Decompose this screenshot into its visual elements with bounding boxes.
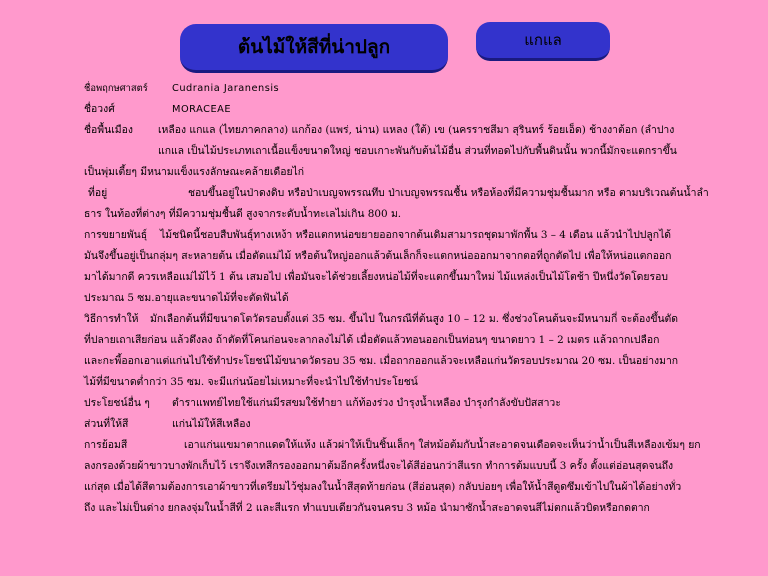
local-name-value: เหลือง แกแล (ไทยภาคกลาง) แกก้อง (แพร่, น่าน) แหลง (ใต้) เข (นครราชสีมา สุรินทร์ ร้อยเอ็ด) ช้างงาต้อก (ลำปาง <box>158 124 675 136</box>
habitat-label: ที่อยู่ <box>88 187 108 199</box>
method-line-2: ที่ปลายเถาเสียก่อน แล้วดึงลง ถ้าตัดที่โคนก่อนจะลากลงไม่ได้ เมื่อตัดแล้วทอนออกเป็นท่อนๆ ขนาดยาว 1 – 2 เมตร แล้วถากเปลือก <box>84 334 660 346</box>
local-name-row <box>84 120 714 141</box>
method-line-4: ไม้ที่มีขนาดต่ำกว่า 35 ซม. จะมีแก่นน้อยไม่เหมาะที่จะนำไปใช้ทำประโยชน์ <box>84 376 418 388</box>
method-line-1: มักเลือกต้นที่มีขนาดโตวัดรอบตั้งแต่ 35 ซม. ขึ้นไป ในกรณีที่ต้นสูง 10 – 12 ม. ซึ่งช่วงโคนต้นจะมีหนามกี่ จะต้องขึ้นตัด <box>150 313 679 325</box>
document-body <box>84 78 714 519</box>
propagation-line-1: ไม้ชนิดนี้ชอบสืบพันธุ์ทางเหง้า หรือแตกหน่อขยายออกจากต้นเดิมสามารถชุดมาพักพื้น 3 – 4 เดือน แล้วนำไปปลูกได้ <box>160 229 672 241</box>
dye-part-value: แก่นไม้ให้สีเหลือง <box>172 418 251 430</box>
method-row <box>84 309 714 330</box>
local-name-label: ชื่อพื้นเมือง <box>84 124 133 136</box>
family-label: ชื่อวงศ์ <box>84 103 115 115</box>
propagation-label: การขยายพันธุ์ <box>84 229 148 241</box>
propagation-line-4: ประมาณ 5 ซม.อายุและขนาดไม้ที่จะตัดฟันได้ <box>84 292 289 304</box>
dyeing-label: การย้อมสี <box>84 439 128 451</box>
scientific-name-label: ชื่อพฤกษศาสตร์ <box>84 83 148 94</box>
dyeing-row <box>84 435 714 456</box>
scientific-name-row <box>84 78 714 99</box>
plant-name-badge: แกแล <box>476 22 610 61</box>
family-row <box>84 99 714 120</box>
habitat-row <box>84 183 714 204</box>
habitat-line-2: ธาร ในท้องที่ต่างๆ ที่มีความชุ่มชื้นดี สูงจากระดับน้ำทะเลไม่เกิน 800 ม. <box>84 208 402 220</box>
dyeing-line-2: ลงกรองด้วยผ้าขาวบางพักเก็บไว้ เราจึงเทสีกรองออกมาต้มอีกครั้งหนึ่งจะได้สีอ่อนกว่าสีแรก ทำการต้มแบบนี้ 3 ครั้ง ตั้งแต่อ่อนสุดจนถึง <box>84 460 674 472</box>
propagation-line-3: มาได้มากดี ควรเหลือแม่ไม้ไว้ 1 ต้น เสมอไป เพื่อมันจะได้ช่วยเลี้ยงหน่อไม้ที่จะแตกขึ้นมาใหม่ ไม้แหล่งเป็นไม้โตช้า ปีหนึ่งวัดโดยรอบ <box>84 271 668 283</box>
description-line-2: เป็นพุ่มเตี้ยๆ มีหนามแข็งแรงลักษณะคล้ายเดือยไก่ <box>84 166 305 178</box>
dyeing-line-4: ถึง และไม่เป็นด่าง ยกลงจุ่มในน้ำสีที่ 2 และสีแรก ทำแบบเดียวกันจนครบ 3 หม้อ นำมาซักน้ำสะอาดจนสีไม่ตกแล้วบิดหรือกดตาก <box>84 502 650 514</box>
scientific-name-value: Cudrania Jaranensis <box>172 83 280 94</box>
page-title: ต้นไม้ให้สีที่น่าปลูก <box>180 24 448 73</box>
method-line-3: และกะพี้ออกเอาแต่แก่นไปใช้ทำประโยชน์ไม้ขนาดวัดรอบ 35 ซม. เมื่อถากออกแล้วจะเหลือแก่นวัดรอบประมาณ 20 ซม. เป็นอย่างมาก <box>84 355 679 367</box>
dyeing-line-1: เอาแก่นแขมาตากแดดให้แห้ง แล้วผ่าให้เป็นชิ้นเล็กๆ ใส่หม้อต้มกับน้ำสะอาดจนเดือดจะเห็นว่าน้ำเป็นสีเหลืองเข้มๆ ยก <box>184 439 701 451</box>
uses-row <box>84 393 714 414</box>
description-line-1: แกแล เป็นไม้ประเภทเถาเนื้อแข็งขนาดใหญ่ ชอบเกาะพันกับต้นไม้อื่น ส่วนที่ทอดไปกับพื้นดินนั้น พวกนี้มักจะแตกราขึ้น <box>158 145 677 157</box>
dye-part-label: ส่วนที่ให้สี <box>84 418 129 430</box>
propagation-line-2: มันจึงขึ้นอยู่เป็นกลุ่มๆ สะหลายต้น เมื่อตัดแม่ไม้ หรือต้นใหญ่ออกแล้วต้นเล็กก็จะแตกหน่อออกมาจากตอที่ถูกตัดไป เพื่อให้หน่อแตกออก <box>84 250 672 262</box>
habitat-line-1: ชอบขึ้นอยู่ในป่าดงดิบ หรือป่าเบญจพรรณทึบ ป่าเบญจพรรณชื้น หรือห้องที่มีความชุ่มชื้นมาก หรือ ตามบริเวณต้นน้ำลำ <box>188 187 709 199</box>
uses-label: ประโยชน์อื่น ๆ <box>84 397 150 409</box>
uses-value: ตำราแพทย์ไทยใช้แก่นมีรสขมใช้ทำยา แก้ท้องร่วง บำรุงน้ำเหลือง บำรุงกำลังขับปัสสาวะ <box>172 397 561 409</box>
dyeing-line-3: แก่สุด เมื่อได้สีตามต้องการเอาผ้าขาวที่เตรียมไว้ชุ่มลงในน้ำสีสุดท้ายก่อน (สีอ่อนสุด) กลับบ่อยๆ เพื่อให้น้ำสีดูดซึมเข้าไปในผ้าได้อย่างทั่ว <box>84 481 682 493</box>
family-value: MORACEAE <box>172 104 232 115</box>
propagation-row <box>84 225 714 246</box>
dye-part-row <box>84 414 714 435</box>
method-label: วิธีการทำให้ <box>84 313 139 325</box>
